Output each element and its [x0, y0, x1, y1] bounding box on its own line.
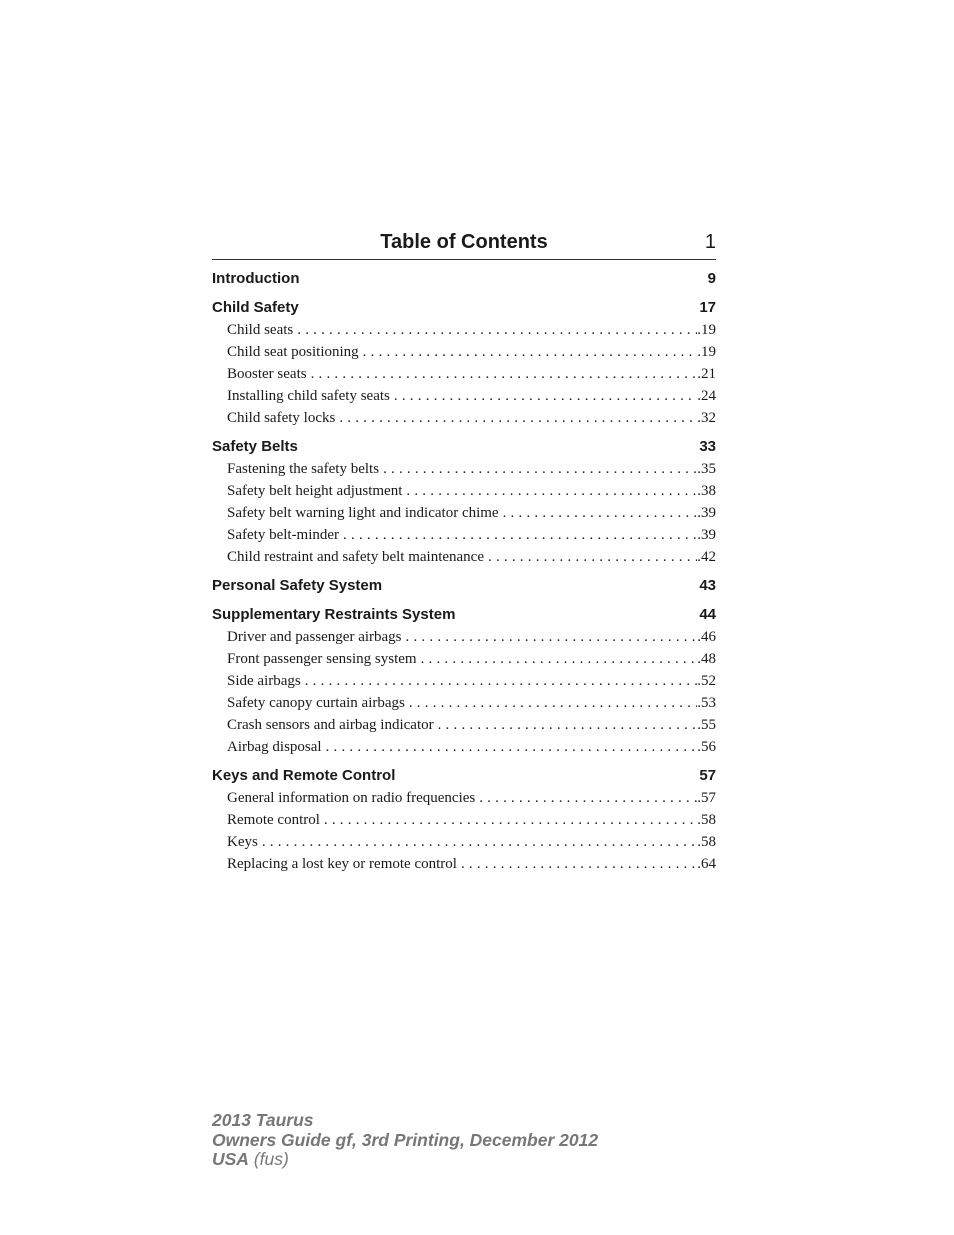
footer-model: 2013 Taurus: [212, 1110, 314, 1130]
section-title: Keys and Remote Control: [212, 767, 396, 784]
section-entries: [212, 458, 716, 568]
entry-page: .42: [697, 549, 716, 565]
toc-sections: [212, 267, 716, 875]
entry-label: Airbag disposal: [227, 739, 322, 755]
dot-leader: [379, 458, 697, 480]
dot-leader: [390, 385, 697, 407]
toc-section: [212, 603, 716, 758]
entry-label: Side airbags: [227, 673, 301, 689]
entry-label: General information on radio frequencies: [227, 790, 476, 806]
dot-leader: [434, 714, 698, 736]
section-title: Safety Belts: [212, 438, 298, 455]
dot-leader: [405, 692, 697, 714]
dot-leader: [475, 787, 697, 809]
dot-leader: [457, 853, 697, 875]
entry-label: Driver and passenger airbags: [227, 629, 402, 645]
dot-leader: [499, 502, 698, 524]
table-of-contents: [212, 229, 716, 881]
entry-label: Safety belt height adjustment: [227, 483, 403, 499]
entry-page: .32: [697, 410, 716, 426]
toc-entry[interactable]: [227, 670, 716, 692]
dot-leader: [417, 648, 698, 670]
entry-label: Child safety locks: [227, 410, 336, 426]
footer-region-name: USA: [212, 1149, 249, 1169]
footer-region: [212, 1150, 598, 1170]
entry-page: .24: [697, 388, 716, 404]
dot-leader: [293, 319, 697, 341]
entry-page: .58: [697, 812, 716, 828]
dot-leader: [320, 809, 697, 831]
toc-entry[interactable]: [227, 831, 716, 853]
entry-page: .39: [697, 527, 716, 543]
entry-page: .55: [697, 717, 716, 733]
entry-page: .19: [697, 344, 716, 360]
entry-page: .21: [697, 366, 716, 382]
section-page: 44: [699, 606, 716, 623]
entry-page: .53: [697, 695, 716, 711]
page-title: Table of Contents: [380, 231, 548, 253]
section-page: 33: [699, 438, 716, 455]
entry-page: .58: [697, 834, 716, 850]
section-heading[interactable]: [212, 603, 716, 626]
section-entries: [212, 626, 716, 758]
toc-entry[interactable]: [227, 714, 716, 736]
toc-entry[interactable]: [227, 385, 716, 407]
dot-leader: [322, 736, 698, 758]
toc-entry[interactable]: [227, 363, 716, 385]
section-page: 57: [699, 767, 716, 784]
toc-section: [212, 435, 716, 568]
entry-page: .56: [697, 739, 716, 755]
entry-label: Child seats: [227, 322, 294, 338]
toc-entry[interactable]: [227, 692, 716, 714]
toc-section: [212, 764, 716, 875]
dot-leader: [335, 407, 697, 429]
toc-section: [212, 267, 716, 290]
toc-header: [212, 229, 716, 260]
toc-entry[interactable]: [227, 809, 716, 831]
toc-entry[interactable]: [227, 341, 716, 363]
entry-label: Keys: [227, 834, 258, 850]
toc-entry[interactable]: [227, 648, 716, 670]
entry-label: Replacing a lost key or remote control: [227, 856, 457, 872]
dot-leader: [307, 363, 698, 385]
toc-entry[interactable]: [227, 736, 716, 758]
toc-entry[interactable]: [227, 853, 716, 875]
entry-page: .48: [697, 651, 716, 667]
section-page: 9: [707, 270, 716, 287]
toc-entry[interactable]: [227, 502, 716, 524]
entry-page: .64: [697, 856, 716, 872]
toc-section: [212, 574, 716, 597]
entry-label: Safety canopy curtain airbags: [227, 695, 405, 711]
dot-leader: [484, 546, 697, 568]
toc-section: [212, 296, 716, 429]
entry-label: Fastening the safety belts: [227, 461, 380, 477]
dot-leader: [359, 341, 698, 363]
entry-label: Booster seats: [227, 366, 307, 382]
entry-page: .19: [697, 322, 716, 338]
dot-leader: [402, 480, 697, 502]
entry-page: .52: [697, 673, 716, 689]
toc-entry[interactable]: [227, 480, 716, 502]
entry-page: .57: [697, 790, 716, 806]
section-title: Personal Safety System: [212, 577, 383, 594]
toc-entry[interactable]: [227, 546, 716, 568]
page-number: 1: [704, 231, 716, 253]
entry-page: .46: [697, 629, 716, 645]
entry-label: Front passenger sensing system: [227, 651, 417, 667]
section-page: 43: [699, 577, 716, 594]
toc-entry[interactable]: [227, 626, 716, 648]
section-heading[interactable]: [212, 764, 716, 787]
section-heading[interactable]: [212, 267, 716, 290]
entry-page: .35: [697, 461, 716, 477]
entry-page: .39: [697, 505, 716, 521]
document-footer: [212, 1111, 598, 1170]
toc-entry[interactable]: [227, 319, 716, 341]
entry-label: Safety belt-minder: [227, 527, 340, 543]
section-title: Child Safety: [212, 299, 299, 316]
entry-label: Crash sensors and airbag indicator: [227, 717, 434, 733]
entry-page: .38: [697, 483, 716, 499]
section-entries: [212, 319, 716, 429]
entry-label: Installing child safety seats: [227, 388, 390, 404]
footer-edition: Owners Guide gf, 3rd Printing, December 2012: [212, 1129, 599, 1150]
toc-entry[interactable]: [227, 524, 716, 546]
entry-label: Safety belt warning light and indicator chime: [227, 505, 499, 521]
dot-leader: [258, 831, 697, 853]
section-title: Introduction: [212, 270, 300, 287]
entry-label: Child seat positioning: [227, 344, 359, 360]
dot-leader: [301, 670, 698, 692]
section-entries: [212, 787, 716, 875]
section-title: Supplementary Restraints System: [212, 606, 456, 623]
section-heading[interactable]: [212, 574, 716, 597]
toc-entry[interactable]: [227, 787, 716, 809]
footer-region-code: (fus): [253, 1149, 289, 1169]
section-heading[interactable]: [212, 435, 716, 458]
dot-leader: [339, 524, 697, 546]
entry-label: Remote control: [227, 812, 320, 828]
entry-label: Child restraint and safety belt maintenance: [227, 549, 484, 565]
toc-entry[interactable]: [227, 407, 716, 429]
section-page: 17: [699, 299, 716, 316]
dot-leader: [402, 626, 698, 648]
toc-entry[interactable]: [227, 458, 716, 480]
section-heading[interactable]: [212, 296, 716, 319]
